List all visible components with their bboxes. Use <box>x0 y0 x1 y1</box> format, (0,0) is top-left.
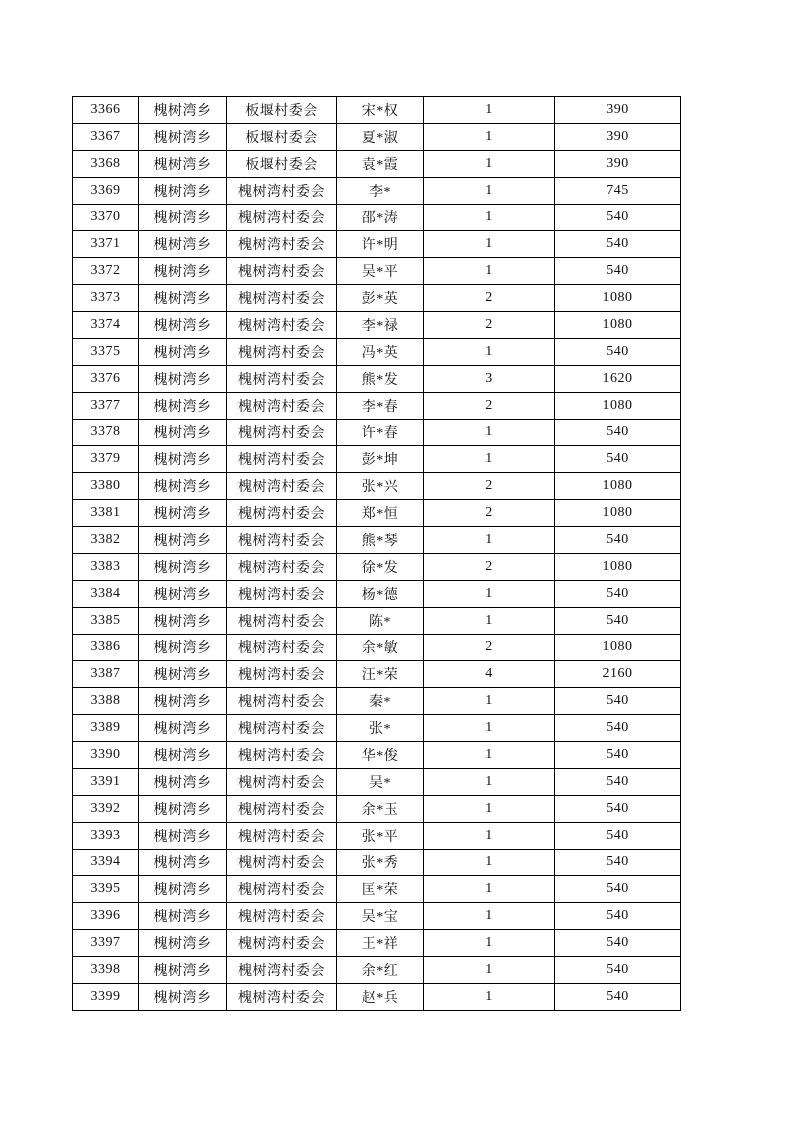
cell-person-count: 1 <box>424 715 555 742</box>
table-row <box>73 903 681 930</box>
cell-serial-number: 3392 <box>73 795 139 822</box>
cell-amount: 540 <box>555 446 681 473</box>
cell-village-committee: 槐树湾村委会 <box>227 715 337 742</box>
cell-person-count: 1 <box>424 983 555 1010</box>
cell-amount: 540 <box>555 607 681 634</box>
cell-township: 槐树湾乡 <box>139 688 227 715</box>
cell-village-committee: 槐树湾村委会 <box>227 795 337 822</box>
table-row <box>73 204 681 231</box>
cell-village-committee: 槐树湾村委会 <box>227 500 337 527</box>
cell-amount: 540 <box>555 338 681 365</box>
cell-amount: 540 <box>555 742 681 769</box>
cell-village-committee: 槐树湾村委会 <box>227 285 337 312</box>
cell-serial-number: 3396 <box>73 903 139 930</box>
cell-serial-number: 3373 <box>73 285 139 312</box>
cell-serial-number: 3394 <box>73 849 139 876</box>
cell-masked-name: 吴*平 <box>337 258 424 285</box>
cell-amount: 390 <box>555 123 681 150</box>
cell-amount: 540 <box>555 231 681 258</box>
cell-village-committee: 板堰村委会 <box>227 123 337 150</box>
cell-person-count: 1 <box>424 580 555 607</box>
cell-serial-number: 3370 <box>73 204 139 231</box>
cell-amount: 540 <box>555 258 681 285</box>
cell-masked-name: 陈* <box>337 607 424 634</box>
cell-person-count: 1 <box>424 123 555 150</box>
table-row <box>73 392 681 419</box>
cell-masked-name: 许*春 <box>337 419 424 446</box>
cell-person-count: 2 <box>424 473 555 500</box>
cell-serial-number: 3374 <box>73 312 139 339</box>
cell-masked-name: 李*春 <box>337 392 424 419</box>
cell-village-committee: 槐树湾村委会 <box>227 768 337 795</box>
cell-serial-number: 3397 <box>73 930 139 957</box>
table-row <box>73 930 681 957</box>
cell-person-count: 1 <box>424 607 555 634</box>
cell-township: 槐树湾乡 <box>139 473 227 500</box>
cell-serial-number: 3366 <box>73 97 139 124</box>
cell-village-committee: 槐树湾村委会 <box>227 580 337 607</box>
cell-village-committee: 槐树湾村委会 <box>227 258 337 285</box>
cell-amount: 540 <box>555 527 681 554</box>
cell-serial-number: 3369 <box>73 177 139 204</box>
cell-amount: 1080 <box>555 285 681 312</box>
cell-amount: 2160 <box>555 661 681 688</box>
cell-serial-number: 3380 <box>73 473 139 500</box>
cell-township: 槐树湾乡 <box>139 150 227 177</box>
cell-township: 槐树湾乡 <box>139 446 227 473</box>
cell-serial-number: 3368 <box>73 150 139 177</box>
cell-amount: 540 <box>555 795 681 822</box>
table-row <box>73 500 681 527</box>
cell-amount: 1080 <box>555 500 681 527</box>
cell-masked-name: 彭*英 <box>337 285 424 312</box>
cell-amount: 1080 <box>555 473 681 500</box>
cell-amount: 540 <box>555 715 681 742</box>
cell-person-count: 1 <box>424 204 555 231</box>
cell-village-committee: 槐树湾村委会 <box>227 231 337 258</box>
cell-person-count: 1 <box>424 849 555 876</box>
cell-amount: 745 <box>555 177 681 204</box>
cell-person-count: 1 <box>424 768 555 795</box>
table-row <box>73 876 681 903</box>
table-row <box>73 607 681 634</box>
cell-amount: 540 <box>555 849 681 876</box>
cell-masked-name: 许*明 <box>337 231 424 258</box>
table-row <box>73 768 681 795</box>
table-row <box>73 688 681 715</box>
table-row <box>73 231 681 258</box>
cell-township: 槐树湾乡 <box>139 930 227 957</box>
cell-village-committee: 槐树湾村委会 <box>227 607 337 634</box>
cell-person-count: 2 <box>424 634 555 661</box>
table-row <box>73 580 681 607</box>
table-row <box>73 446 681 473</box>
table-row <box>73 338 681 365</box>
cell-masked-name: 杨*德 <box>337 580 424 607</box>
cell-person-count: 2 <box>424 553 555 580</box>
cell-amount: 1080 <box>555 312 681 339</box>
cell-serial-number: 3383 <box>73 553 139 580</box>
cell-amount: 390 <box>555 150 681 177</box>
cell-township: 槐树湾乡 <box>139 795 227 822</box>
table-row <box>73 258 681 285</box>
cell-masked-name: 邵*涛 <box>337 204 424 231</box>
cell-serial-number: 3385 <box>73 607 139 634</box>
cell-township: 槐树湾乡 <box>139 957 227 984</box>
cell-village-committee: 槐树湾村委会 <box>227 419 337 446</box>
cell-masked-name: 熊*琴 <box>337 527 424 554</box>
cell-person-count: 1 <box>424 150 555 177</box>
table-row <box>73 97 681 124</box>
cell-township: 槐树湾乡 <box>139 123 227 150</box>
cell-township: 槐树湾乡 <box>139 876 227 903</box>
cell-masked-name: 张*平 <box>337 822 424 849</box>
table-row <box>73 150 681 177</box>
table-body <box>73 97 681 1011</box>
cell-person-count: 1 <box>424 97 555 124</box>
cell-township: 槐树湾乡 <box>139 419 227 446</box>
cell-person-count: 1 <box>424 930 555 957</box>
cell-serial-number: 3389 <box>73 715 139 742</box>
cell-township: 槐树湾乡 <box>139 97 227 124</box>
cell-amount: 540 <box>555 419 681 446</box>
cell-masked-name: 李*禄 <box>337 312 424 339</box>
cell-serial-number: 3384 <box>73 580 139 607</box>
cell-township: 槐树湾乡 <box>139 903 227 930</box>
cell-village-committee: 槐树湾村委会 <box>227 634 337 661</box>
cell-village-committee: 槐树湾村委会 <box>227 930 337 957</box>
cell-township: 槐树湾乡 <box>139 983 227 1010</box>
cell-serial-number: 3388 <box>73 688 139 715</box>
cell-amount: 540 <box>555 580 681 607</box>
table-row <box>73 553 681 580</box>
cell-masked-name: 华*俊 <box>337 742 424 769</box>
cell-amount: 540 <box>555 768 681 795</box>
cell-serial-number: 3376 <box>73 365 139 392</box>
cell-village-committee: 槐树湾村委会 <box>227 365 337 392</box>
cell-amount: 390 <box>555 97 681 124</box>
cell-masked-name: 宋*权 <box>337 97 424 124</box>
cell-masked-name: 李* <box>337 177 424 204</box>
cell-village-committee: 槐树湾村委会 <box>227 822 337 849</box>
cell-person-count: 1 <box>424 876 555 903</box>
cell-masked-name: 郑*恒 <box>337 500 424 527</box>
cell-masked-name: 王*祥 <box>337 930 424 957</box>
cell-village-committee: 槐树湾村委会 <box>227 876 337 903</box>
cell-masked-name: 赵*兵 <box>337 983 424 1010</box>
cell-village-committee: 槐树湾村委会 <box>227 177 337 204</box>
cell-serial-number: 3372 <box>73 258 139 285</box>
cell-village-committee: 槐树湾村委会 <box>227 903 337 930</box>
cell-masked-name: 张* <box>337 715 424 742</box>
cell-person-count: 1 <box>424 419 555 446</box>
cell-serial-number: 3393 <box>73 822 139 849</box>
cell-village-committee: 槐树湾村委会 <box>227 473 337 500</box>
cell-village-committee: 板堰村委会 <box>227 97 337 124</box>
cell-masked-name: 熊*发 <box>337 365 424 392</box>
cell-township: 槐树湾乡 <box>139 258 227 285</box>
cell-township: 槐树湾乡 <box>139 607 227 634</box>
cell-masked-name: 吴*宝 <box>337 903 424 930</box>
cell-village-committee: 槐树湾村委会 <box>227 983 337 1010</box>
table-row <box>73 661 681 688</box>
cell-masked-name: 徐*发 <box>337 553 424 580</box>
cell-township: 槐树湾乡 <box>139 742 227 769</box>
cell-serial-number: 3381 <box>73 500 139 527</box>
cell-amount: 540 <box>555 876 681 903</box>
cell-serial-number: 3379 <box>73 446 139 473</box>
cell-village-committee: 槐树湾村委会 <box>227 527 337 554</box>
cell-person-count: 4 <box>424 661 555 688</box>
cell-masked-name: 彭*坤 <box>337 446 424 473</box>
cell-serial-number: 3390 <box>73 742 139 769</box>
cell-masked-name: 余*敏 <box>337 634 424 661</box>
table-row <box>73 177 681 204</box>
cell-serial-number: 3395 <box>73 876 139 903</box>
cell-person-count: 1 <box>424 688 555 715</box>
cell-person-count: 1 <box>424 527 555 554</box>
cell-masked-name: 秦* <box>337 688 424 715</box>
cell-village-committee: 槐树湾村委会 <box>227 392 337 419</box>
cell-township: 槐树湾乡 <box>139 634 227 661</box>
cell-village-committee: 槐树湾村委会 <box>227 742 337 769</box>
cell-person-count: 2 <box>424 312 555 339</box>
cell-person-count: 1 <box>424 258 555 285</box>
cell-serial-number: 3391 <box>73 768 139 795</box>
cell-township: 槐树湾乡 <box>139 204 227 231</box>
table-row <box>73 822 681 849</box>
cell-serial-number: 3375 <box>73 338 139 365</box>
cell-serial-number: 3377 <box>73 392 139 419</box>
cell-person-count: 1 <box>424 903 555 930</box>
table-row <box>73 795 681 822</box>
cell-masked-name: 夏*淑 <box>337 123 424 150</box>
cell-township: 槐树湾乡 <box>139 365 227 392</box>
cell-township: 槐树湾乡 <box>139 312 227 339</box>
cell-serial-number: 3371 <box>73 231 139 258</box>
cell-person-count: 1 <box>424 822 555 849</box>
cell-township: 槐树湾乡 <box>139 822 227 849</box>
cell-person-count: 2 <box>424 285 555 312</box>
cell-masked-name: 冯*英 <box>337 338 424 365</box>
cell-amount: 1080 <box>555 634 681 661</box>
cell-masked-name: 吴* <box>337 768 424 795</box>
cell-person-count: 1 <box>424 446 555 473</box>
cell-masked-name: 余*玉 <box>337 795 424 822</box>
cell-village-committee: 槐树湾村委会 <box>227 661 337 688</box>
cell-amount: 1080 <box>555 553 681 580</box>
cell-village-committee: 槐树湾村委会 <box>227 312 337 339</box>
cell-person-count: 1 <box>424 231 555 258</box>
cell-masked-name: 张*兴 <box>337 473 424 500</box>
cell-township: 槐树湾乡 <box>139 338 227 365</box>
cell-township: 槐树湾乡 <box>139 527 227 554</box>
table-row <box>73 312 681 339</box>
cell-masked-name: 张*秀 <box>337 849 424 876</box>
cell-township: 槐树湾乡 <box>139 580 227 607</box>
table-row <box>73 849 681 876</box>
cell-masked-name: 汪*荣 <box>337 661 424 688</box>
cell-masked-name: 余*红 <box>337 957 424 984</box>
cell-amount: 540 <box>555 688 681 715</box>
cell-masked-name: 袁*霞 <box>337 150 424 177</box>
table-row <box>73 983 681 1010</box>
data-table <box>72 96 681 1011</box>
cell-township: 槐树湾乡 <box>139 849 227 876</box>
cell-township: 槐树湾乡 <box>139 392 227 419</box>
cell-village-committee: 槐树湾村委会 <box>227 849 337 876</box>
cell-township: 槐树湾乡 <box>139 715 227 742</box>
table-row <box>73 419 681 446</box>
table-row <box>73 527 681 554</box>
cell-township: 槐树湾乡 <box>139 500 227 527</box>
cell-township: 槐树湾乡 <box>139 661 227 688</box>
table-row <box>73 285 681 312</box>
cell-person-count: 1 <box>424 177 555 204</box>
cell-amount: 540 <box>555 957 681 984</box>
cell-amount: 540 <box>555 983 681 1010</box>
cell-person-count: 2 <box>424 392 555 419</box>
table-row <box>73 365 681 392</box>
cell-amount: 540 <box>555 930 681 957</box>
cell-serial-number: 3382 <box>73 527 139 554</box>
cell-township: 槐树湾乡 <box>139 285 227 312</box>
table-row <box>73 634 681 661</box>
cell-village-committee: 板堰村委会 <box>227 150 337 177</box>
cell-masked-name: 匡*荣 <box>337 876 424 903</box>
cell-amount: 1080 <box>555 392 681 419</box>
cell-amount: 540 <box>555 903 681 930</box>
cell-village-committee: 槐树湾村委会 <box>227 204 337 231</box>
table-row <box>73 123 681 150</box>
cell-township: 槐树湾乡 <box>139 177 227 204</box>
cell-serial-number: 3399 <box>73 983 139 1010</box>
cell-township: 槐树湾乡 <box>139 231 227 258</box>
cell-serial-number: 3367 <box>73 123 139 150</box>
cell-person-count: 3 <box>424 365 555 392</box>
table-row <box>73 473 681 500</box>
cell-amount: 540 <box>555 822 681 849</box>
cell-village-committee: 槐树湾村委会 <box>227 957 337 984</box>
cell-serial-number: 3378 <box>73 419 139 446</box>
table-row <box>73 715 681 742</box>
cell-township: 槐树湾乡 <box>139 768 227 795</box>
cell-village-committee: 槐树湾村委会 <box>227 446 337 473</box>
table-row <box>73 957 681 984</box>
cell-person-count: 1 <box>424 338 555 365</box>
cell-person-count: 1 <box>424 957 555 984</box>
cell-serial-number: 3386 <box>73 634 139 661</box>
cell-amount: 540 <box>555 204 681 231</box>
cell-village-committee: 槐树湾村委会 <box>227 553 337 580</box>
cell-person-count: 1 <box>424 795 555 822</box>
cell-village-committee: 槐树湾村委会 <box>227 338 337 365</box>
cell-person-count: 1 <box>424 742 555 769</box>
cell-person-count: 2 <box>424 500 555 527</box>
table-row <box>73 742 681 769</box>
cell-serial-number: 3398 <box>73 957 139 984</box>
cell-amount: 1620 <box>555 365 681 392</box>
cell-serial-number: 3387 <box>73 661 139 688</box>
cell-village-committee: 槐树湾村委会 <box>227 688 337 715</box>
cell-township: 槐树湾乡 <box>139 553 227 580</box>
